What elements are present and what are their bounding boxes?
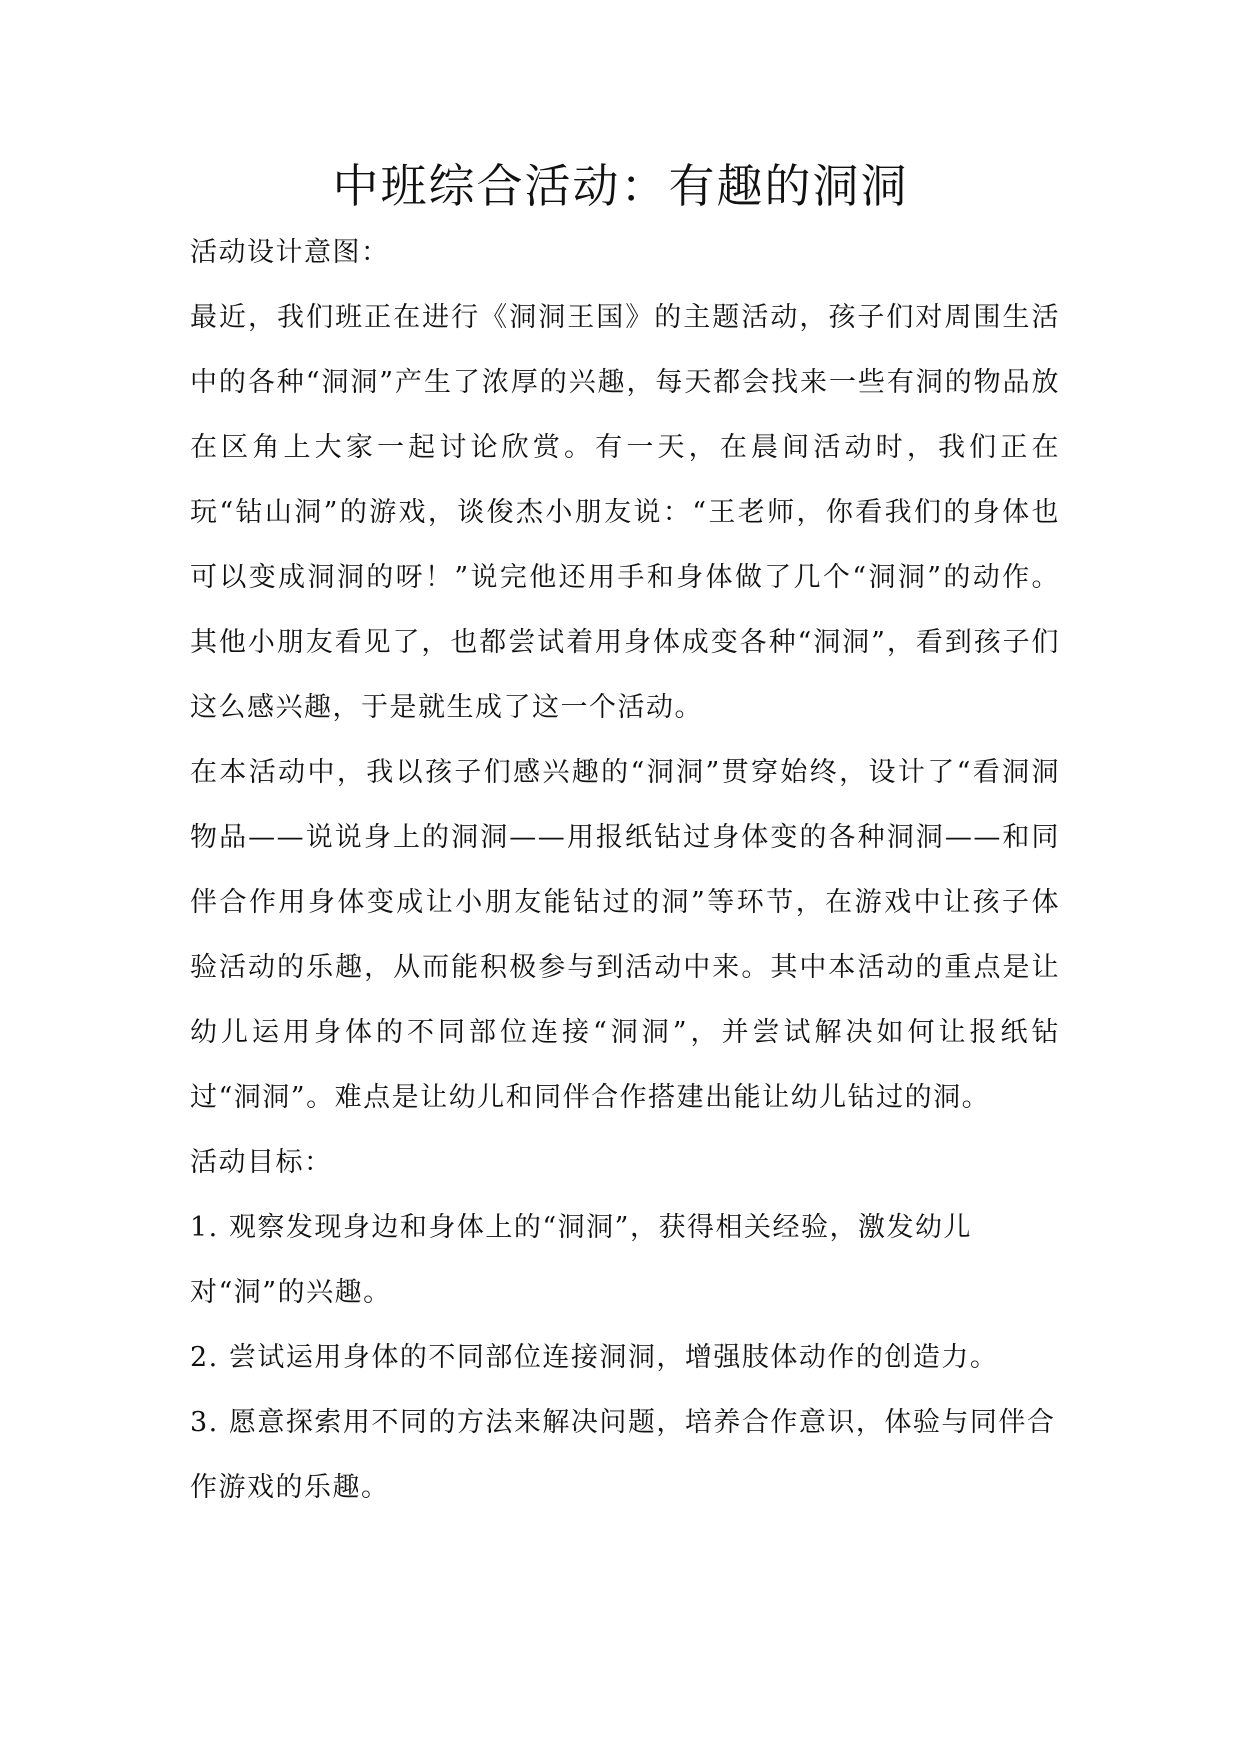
objective-item-2: 2. 尝试运用身体的不同部位连接洞洞，增强肢体动作的创造力。 (190, 1342, 999, 1373)
objective-item-3: 3. 愿意探索用不同的方法来解决问题，培养合作意识，体验与同伴合作游戏的乐趣。 (190, 1407, 1056, 1503)
document-title: 中班综合活动：有趣的洞洞 (332, 159, 909, 213)
objective-item-1: 1. 观察发现身边和身体上的“洞洞”，获得相关经验，激发幼儿对“洞”的兴趣。 (190, 1212, 972, 1308)
design-intent-paragraph-2: 在本活动中，我以孩子们感兴趣的“洞洞”贯穿始终，设计了“看洞洞物品——说说身上的洞洞——用报纸钻过身体变的各种洞洞——和同伴合作用身体变成让小朋友能钻过的洞”等环节，在游戏中让孩子体验活动的乐趣，从而能积极参与到活动中来。其中本活动的重点是让幼儿运用身体的不同部位连接“洞洞”，并尝试解决如何让报纸钻过“洞洞”。难点是让幼儿和同伴合作搭建出能让幼儿钻过的洞。 (190, 757, 1060, 1113)
section-heading-objectives: 活动目标： (190, 1147, 333, 1178)
document-body (190, 220, 1060, 1520)
design-intent-paragraph-1: 最近，我们班正在进行《洞洞王国》的主题活动，孩子们对周围生活中的各种“洞洞”产生了浓厚的兴趣，每天都会找来一些有洞的物品放在区角上大家一起讨论欣赏。有一天，在晨间活动时，我们正在玩“钻山洞”的游戏，谈俊杰小朋友说：“王老师，你看我们的身体也可以变成洞洞的呀！”说完他还用手和身体做了几个“洞洞”的动作。其他小朋友看见了，也都尝试着用身体成变各种“洞洞”，看到孩子们这么感兴趣，于是就生成了这一个活动。 (190, 302, 1060, 723)
section-heading-design-intent: 活动设计意图： (190, 237, 390, 268)
